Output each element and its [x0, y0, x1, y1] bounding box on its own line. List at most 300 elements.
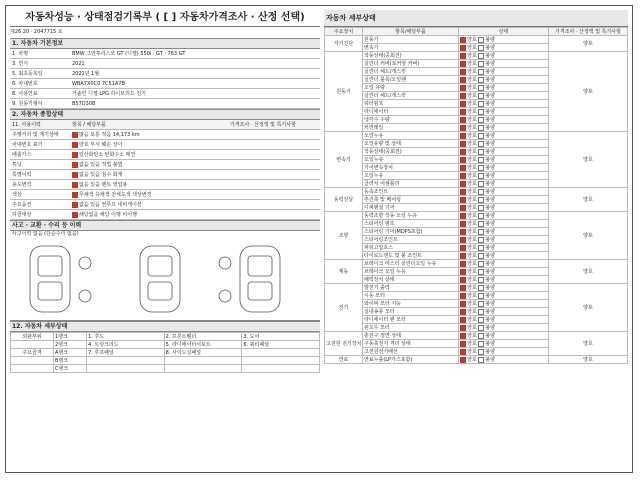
state-option-bad: 불량	[485, 229, 495, 235]
checkbox[interactable]	[478, 229, 484, 235]
checkbox[interactable]	[478, 269, 484, 275]
state-option-bad: 불량	[485, 149, 495, 155]
status-row	[10, 150, 320, 160]
checkbox[interactable]	[460, 341, 466, 347]
checkbox[interactable]	[460, 85, 466, 91]
status-label: 배출가스	[12, 152, 32, 158]
checkbox[interactable]	[478, 245, 484, 251]
detail-table-header	[325, 28, 628, 36]
checkbox[interactable]	[460, 77, 466, 83]
basic-info-label: 6. 차대번호	[12, 81, 38, 87]
state-option-good: 양호	[467, 277, 477, 283]
checkbox[interactable]	[478, 37, 484, 43]
state-option-bad: 불량	[485, 317, 495, 323]
detail-row	[325, 260, 628, 268]
checkbox[interactable]	[478, 285, 484, 291]
state-option-bad: 불량	[485, 93, 495, 99]
checkbox[interactable]	[478, 325, 484, 331]
status-table-header	[10, 120, 320, 130]
checkbox[interactable]	[460, 109, 466, 115]
state-option-bad: 불량	[485, 189, 495, 195]
detail-state	[459, 36, 549, 44]
detail-state	[459, 116, 549, 124]
detail-item: 실린더 블록/오일팬	[363, 76, 459, 84]
detail-note: 양호	[549, 332, 628, 356]
detail-state	[459, 172, 549, 180]
basic-info-row	[10, 59, 320, 69]
frame-group-3: A랭크	[54, 349, 87, 357]
state-option-good: 양호	[467, 261, 477, 267]
checkbox[interactable]	[478, 133, 484, 139]
state-option-good: 양호	[467, 197, 477, 203]
checkbox[interactable]	[460, 325, 466, 331]
detail-item: 오일 유량	[363, 84, 459, 92]
checkbox[interactable]	[72, 132, 78, 138]
state-option-good: 양호	[467, 141, 477, 147]
checkbox[interactable]	[478, 109, 484, 115]
state-option-good: 양호	[467, 293, 477, 299]
detail-item: 실내송풍 모터	[363, 308, 459, 316]
status-label: 주요옵션	[12, 202, 32, 208]
checkbox[interactable]	[460, 253, 466, 259]
detail-note: 양호	[549, 284, 628, 332]
checkbox[interactable]	[72, 182, 78, 188]
state-option-bad: 불량	[485, 133, 495, 139]
state-option-good: 양호	[467, 309, 477, 315]
checkbox[interactable]	[460, 181, 466, 187]
checkbox[interactable]	[460, 93, 466, 99]
checkbox[interactable]	[478, 141, 484, 147]
checkbox[interactable]	[478, 293, 484, 299]
state-option-good: 양호	[467, 229, 477, 235]
checkbox[interactable]	[478, 301, 484, 307]
checkbox[interactable]	[460, 229, 466, 235]
detail-item: 오일유량 및 상태	[363, 140, 459, 148]
checkbox[interactable]	[478, 85, 484, 91]
detail-item: 실린더 헤드/개스킷	[363, 68, 459, 76]
detail-state	[459, 108, 549, 116]
state-option-bad: 불량	[485, 349, 495, 355]
status-value: 일산화탄소 탄화수소 매연	[79, 152, 136, 158]
detail-state	[459, 332, 549, 340]
accident-note: 사고이력 없음 (단순수리 없음)	[12, 231, 79, 237]
detail-group: 전기	[325, 284, 363, 332]
status-col-2: 항목 / 해당부품	[72, 122, 106, 128]
detail-state	[459, 252, 549, 260]
detail-state	[459, 212, 549, 220]
checkbox[interactable]	[460, 125, 466, 131]
detail-item: 오일누유	[363, 156, 459, 164]
detail-state	[459, 268, 549, 276]
checkbox[interactable]	[460, 293, 466, 299]
detail-row	[325, 356, 628, 364]
frame-label-2: 2. 프론트휀더	[164, 333, 242, 341]
detail-item: 원동기	[363, 36, 459, 44]
checkbox[interactable]	[478, 125, 484, 131]
checkbox[interactable]	[478, 181, 484, 187]
checkbox[interactable]	[460, 205, 466, 211]
detail-item: 발전기 출력	[363, 284, 459, 292]
frame-label-8: 8. 사이드실패널	[164, 349, 242, 357]
frame-label-6: 6. 쿼터패널	[242, 341, 320, 349]
detail-state	[459, 44, 549, 52]
detail-note: 양호	[549, 36, 628, 52]
detail-note: 양호	[549, 52, 628, 132]
checkbox[interactable]	[460, 277, 466, 283]
checkbox[interactable]	[460, 317, 466, 323]
detail-state	[459, 324, 549, 332]
car-rear-window-2	[148, 282, 172, 300]
checkbox[interactable]	[478, 69, 484, 75]
detail-state	[459, 180, 549, 188]
checkbox[interactable]	[478, 253, 484, 259]
detail-group: 원동기	[325, 52, 363, 132]
basic-info-rows	[10, 49, 320, 109]
detail-item: 작동상태(공회전)	[363, 148, 459, 156]
detail-group: 고전원 전기장치	[325, 332, 363, 356]
checkbox[interactable]	[460, 173, 466, 179]
checkbox[interactable]	[478, 101, 484, 107]
checkbox[interactable]	[478, 61, 484, 67]
checkbox[interactable]	[72, 202, 78, 208]
detail-state	[459, 220, 549, 228]
checkbox[interactable]	[460, 69, 466, 75]
basic-info-value: 2021년 1월	[72, 71, 100, 77]
checkbox[interactable]	[460, 149, 466, 155]
detail-state	[459, 92, 549, 100]
status-row	[10, 180, 320, 190]
detail-item: 스티어링 기어(MDPS포함)	[363, 228, 459, 236]
detail-state	[459, 308, 549, 316]
state-option-good: 양호	[467, 53, 477, 59]
state-option-good: 양호	[467, 165, 477, 171]
detail-item: 와이퍼 모터 기능	[363, 300, 459, 308]
detail-note: 양호	[549, 188, 628, 212]
checkbox[interactable]	[460, 101, 466, 107]
checkbox[interactable]	[460, 357, 466, 363]
detail-col-1: 주요장치	[325, 28, 363, 36]
state-option-good: 양호	[467, 69, 477, 75]
checkbox[interactable]	[478, 93, 484, 99]
status-label: 차대번호 표기	[12, 142, 43, 148]
detail-item: 디퍼렌셜 기어	[363, 204, 459, 212]
detail-group: 자기진단	[325, 36, 363, 52]
frame-label-1: 1. 후드	[87, 333, 165, 341]
status-col-3: 가격조사 · 산정액 및 특기사항	[230, 122, 296, 128]
checkbox[interactable]	[460, 37, 466, 43]
state-option-good: 양호	[467, 285, 477, 291]
state-option-bad: 불량	[485, 165, 495, 171]
checkbox[interactable]	[478, 173, 484, 179]
checkbox[interactable]	[478, 165, 484, 171]
detail-group: 제동	[325, 260, 363, 284]
checkbox[interactable]	[478, 157, 484, 163]
state-option-good: 양호	[467, 101, 477, 107]
status-value: 없음 있음 썬루프 네비게이션	[79, 202, 142, 208]
car-outline-diagrams	[10, 238, 320, 320]
detail-item: 배력장치 상태	[363, 276, 459, 284]
state-option-bad: 불량	[485, 61, 495, 67]
state-option-bad: 불량	[485, 253, 495, 259]
checkbox[interactable]	[460, 117, 466, 123]
checkbox[interactable]	[478, 277, 484, 283]
status-label: 용도변경	[12, 182, 32, 188]
checkbox[interactable]	[72, 162, 78, 168]
checkbox[interactable]	[460, 237, 466, 243]
basic-info-value: BMW 그란투리스모 GT (디젤) 550i · GT · 763 GT	[72, 51, 186, 57]
state-option-good: 양호	[467, 37, 477, 43]
checkbox[interactable]	[460, 349, 466, 355]
status-label: 튜닝	[12, 162, 22, 168]
overall-status-header: 2. 자동차 종합상태	[10, 109, 320, 120]
detail-state	[459, 60, 549, 68]
detail-state	[459, 156, 549, 164]
state-option-good: 양호	[467, 245, 477, 251]
state-option-bad: 불량	[485, 157, 495, 163]
detail-item: 작동상태(공회전)	[363, 52, 459, 60]
frame-table	[10, 332, 320, 373]
detail-row	[325, 212, 628, 220]
status-label: 주행거리 및 계기상태	[12, 132, 59, 138]
detail-row	[325, 36, 628, 44]
state-option-bad: 불량	[485, 301, 495, 307]
detail-state	[459, 100, 549, 108]
detail-item: 충전구 절연 상태	[363, 332, 459, 340]
inspection-document	[5, 5, 633, 473]
checkbox[interactable]	[460, 285, 466, 291]
state-option-bad: 불량	[485, 325, 495, 331]
checkbox[interactable]	[460, 221, 466, 227]
state-option-bad: 불량	[485, 357, 495, 363]
detail-state	[459, 84, 549, 92]
frame-label-4: 4. 트렁크리드	[87, 341, 165, 349]
checkbox[interactable]	[478, 205, 484, 211]
right-page	[324, 10, 628, 468]
frame-group-1: 1랭크	[54, 333, 87, 341]
status-value: 없음 있음 적법 불법	[79, 162, 123, 168]
status-value: 해당없음 해당 이행 미이행	[79, 212, 137, 218]
basic-info-value: WBA7X0C0 7C51A7B	[72, 80, 125, 87]
detail-group: 변속기	[325, 132, 363, 188]
checkbox[interactable]	[460, 189, 466, 195]
checkbox[interactable]	[460, 301, 466, 307]
state-option-bad: 불량	[485, 261, 495, 267]
checkbox[interactable]	[460, 245, 466, 251]
detail-item: 변속기	[363, 44, 459, 52]
checkbox[interactable]	[478, 309, 484, 315]
detail-item: 고전원전기배선	[363, 348, 459, 356]
state-option-bad: 불량	[485, 269, 495, 275]
checkbox[interactable]	[460, 133, 466, 139]
detail-item: 연료누출(LP가스포함)	[363, 356, 459, 364]
state-option-bad: 불량	[485, 141, 495, 147]
checkbox[interactable]	[460, 157, 466, 163]
checkbox[interactable]	[460, 213, 466, 219]
checkbox[interactable]	[478, 45, 484, 51]
detail-state	[459, 316, 549, 324]
frame-label-5: 5. 라디에이터서포트	[164, 341, 242, 349]
detail-item: 동력조향 작동 오일 누유	[363, 212, 459, 220]
checkbox[interactable]	[72, 192, 78, 198]
checkbox[interactable]	[460, 141, 466, 147]
detail-item: 실린더 커버(로커암 커버)	[363, 60, 459, 68]
detail-state	[459, 260, 549, 268]
checkbox[interactable]	[478, 261, 484, 267]
state-option-bad: 불량	[485, 181, 495, 187]
state-option-good: 양호	[467, 149, 477, 155]
detail-note: 양호	[549, 260, 628, 284]
status-row	[10, 140, 320, 150]
checkbox[interactable]	[478, 197, 484, 203]
detail-item: 냉각수 수량	[363, 116, 459, 124]
state-option-good: 양호	[467, 109, 477, 115]
checkbox[interactable]	[460, 261, 466, 267]
wheel-icon	[219, 257, 231, 269]
detail-item: 오일누유	[363, 132, 459, 140]
state-option-bad: 불량	[485, 173, 495, 179]
detail-state	[459, 276, 549, 284]
right-title: 자동차 세부상태	[324, 10, 628, 27]
checkbox[interactable]	[478, 237, 484, 243]
state-option-bad: 불량	[485, 197, 495, 203]
checkbox[interactable]	[478, 149, 484, 155]
detail-item: 추진축 및 베어링	[363, 196, 459, 204]
state-option-bad: 불량	[485, 109, 495, 115]
basic-info-value: 가솔린 디젤 LPG 하이브리드 전기	[72, 91, 146, 97]
detail-item: 윈도우 모터	[363, 324, 459, 332]
detail-item: 커먼레일	[363, 124, 459, 132]
checkbox[interactable]	[478, 189, 484, 195]
checkbox[interactable]	[72, 212, 78, 218]
state-option-good: 양호	[467, 237, 477, 243]
detail-state	[459, 356, 549, 364]
frame-group-4: B랭크	[54, 357, 87, 365]
basic-info-label: 9. 원동기형식	[12, 101, 43, 107]
checkbox[interactable]	[460, 197, 466, 203]
detail-group: 동력전달	[325, 188, 363, 212]
checkbox[interactable]	[478, 357, 484, 363]
detail-state	[459, 228, 549, 236]
overall-status-rows	[10, 130, 320, 220]
checkbox[interactable]	[478, 341, 484, 347]
checkbox[interactable]	[72, 142, 78, 148]
status-value: 많음 보통 적음 14,173 km	[79, 132, 140, 138]
car-windshield-1	[38, 256, 62, 276]
checkbox[interactable]	[460, 61, 466, 67]
state-option-good: 양호	[467, 173, 477, 179]
state-option-good: 양호	[467, 213, 477, 219]
detail-state	[459, 124, 549, 132]
car-windshield-3	[248, 256, 272, 276]
status-label: 색상	[12, 192, 22, 198]
vehicle-diagram	[10, 238, 320, 321]
status-value: 없음 있음 침수 화재	[79, 172, 123, 178]
state-option-good: 양호	[467, 77, 477, 83]
basic-info-label: 8. 사용연료	[12, 91, 38, 97]
detail-state	[459, 196, 549, 204]
car-rear-window-3	[248, 282, 272, 300]
detail-state	[459, 236, 549, 244]
detail-item: 워터펌프	[363, 100, 459, 108]
state-option-bad: 불량	[485, 245, 495, 251]
state-option-good: 양호	[467, 301, 477, 307]
status-label: 특별이력	[12, 172, 32, 178]
detail-note: 양호	[549, 356, 628, 364]
state-option-bad: 불량	[485, 45, 495, 51]
checkbox[interactable]	[478, 213, 484, 219]
checkbox[interactable]	[478, 53, 484, 59]
checkbox[interactable]	[478, 333, 484, 339]
checkbox[interactable]	[460, 333, 466, 339]
state-option-bad: 불량	[485, 125, 495, 131]
checkbox[interactable]	[72, 152, 78, 158]
detail-col-4: 가격조사 · 산정액 및 특기사항	[549, 28, 628, 36]
checkbox[interactable]	[478, 221, 484, 227]
detail-item: 시동 모터	[363, 292, 459, 300]
checkbox[interactable]	[460, 53, 466, 59]
checkbox[interactable]	[478, 117, 484, 123]
detail-item: 오일누유	[363, 172, 459, 180]
detail-table	[324, 27, 628, 364]
checkbox[interactable]	[460, 309, 466, 315]
state-option-bad: 불량	[485, 101, 495, 107]
state-option-bad: 불량	[485, 85, 495, 91]
frame-group-5: C랭크	[54, 365, 87, 373]
detail-item: 라디에이터	[363, 108, 459, 116]
state-option-bad: 불량	[485, 53, 495, 59]
outer-panel-title: 외판부위	[11, 333, 54, 341]
frame-label-7: 7. 루프패널	[87, 349, 165, 357]
basic-info-row	[10, 79, 320, 89]
state-option-good: 양호	[467, 61, 477, 67]
detail-row	[325, 188, 628, 196]
detail-item: 등속조인트	[363, 188, 459, 196]
detail-item: 기어변속장치	[363, 164, 459, 172]
state-option-bad: 불량	[485, 213, 495, 219]
state-option-bad: 불량	[485, 341, 495, 347]
detail-item: 타이로드엔드 및 볼 조인트	[363, 252, 459, 260]
state-option-good: 양호	[467, 317, 477, 323]
state-option-bad: 불량	[485, 293, 495, 299]
state-option-good: 양호	[467, 117, 477, 123]
detail-note: 양호	[549, 132, 628, 188]
detail-table-body	[325, 36, 628, 364]
car-rear-window-1	[38, 282, 62, 300]
state-option-bad: 불량	[485, 333, 495, 339]
checkbox[interactable]	[478, 349, 484, 355]
detail-state	[459, 140, 549, 148]
detail-group: 조향	[325, 212, 363, 260]
detail-item: 브레이크 마스터 실린더오일 누유	[363, 260, 459, 268]
wheel-icon	[219, 290, 231, 302]
checkbox[interactable]	[72, 172, 78, 178]
detail-item: 클러치 어셈블리	[363, 180, 459, 188]
checkbox[interactable]	[460, 269, 466, 275]
detail-state	[459, 284, 549, 292]
detail-item: 스티어링 펌프	[363, 220, 459, 228]
checkbox[interactable]	[460, 165, 466, 171]
basic-info-label: 5. 최초등록일	[12, 71, 43, 77]
checkbox[interactable]	[478, 317, 484, 323]
checkbox[interactable]	[478, 77, 484, 83]
detail-state	[459, 244, 549, 252]
state-option-good: 양호	[467, 125, 477, 131]
basic-info-value: B57D30B	[72, 100, 96, 107]
frame-label-3: 3. 도어	[242, 333, 320, 341]
checkbox[interactable]	[460, 45, 466, 51]
state-option-good: 양호	[467, 333, 477, 339]
accident-header: 사고 · 교환 · 수리 등 이력	[10, 220, 320, 231]
